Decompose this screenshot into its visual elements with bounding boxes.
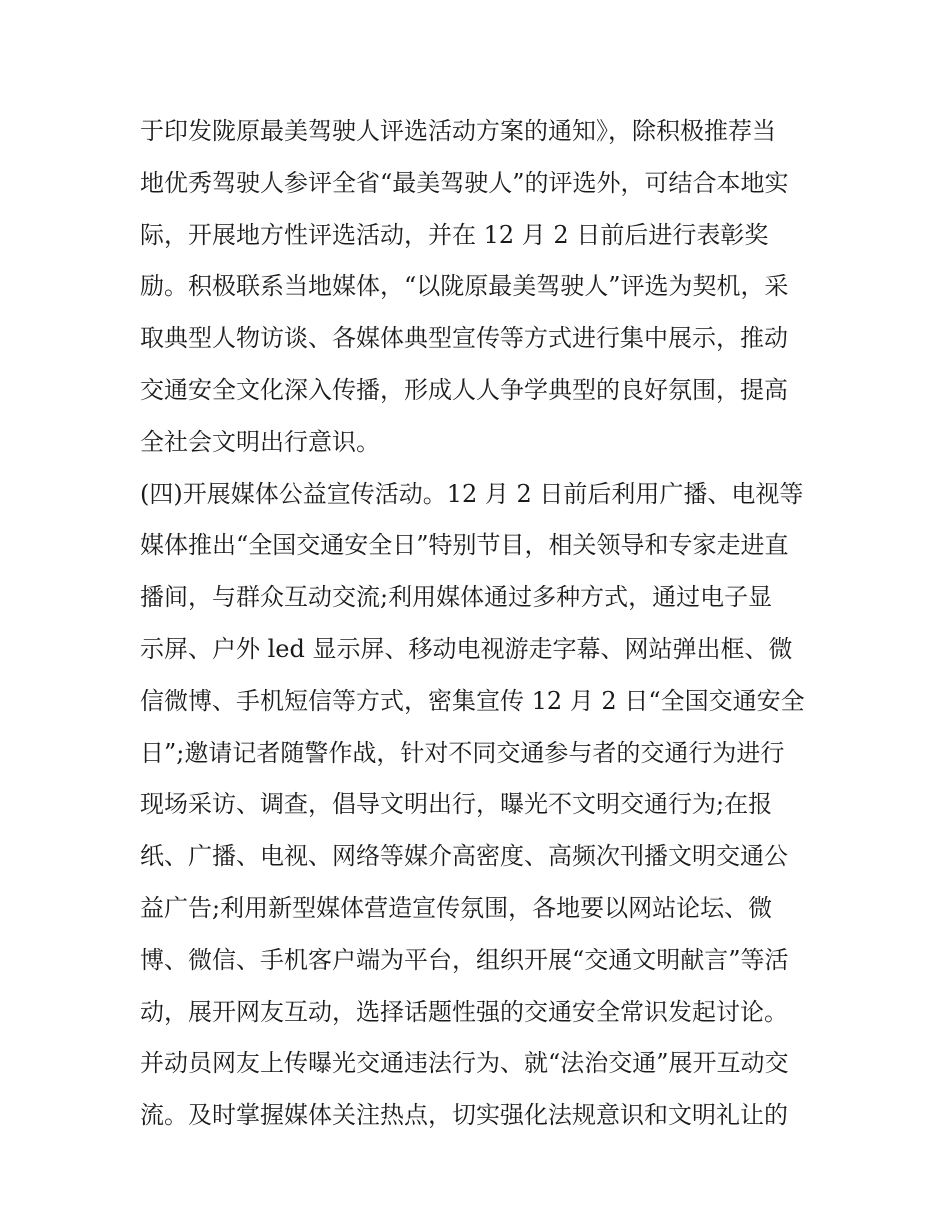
text-line: 益广告;利用新型媒体营造宣传氛围，各地要以网站论坛、微 — [140, 893, 773, 922]
text-line: 于印发陇原最美驾驶人评选活动方案的通知》，除积极推荐当 — [140, 117, 776, 145]
text-line: 动，展开网友互动，选择话题性强的交通安全常识发起讨论。 — [140, 997, 788, 1026]
text-line: 示屏、户外 led 显示屏、移动电视游走字幕、网站弹出框、微 — [140, 634, 793, 663]
text-line: 地优秀驾驶人参评全省“最美驾驶人”的评选外，可结合本地实 — [140, 168, 789, 197]
text-line: 励。积极联系当地媒体，“以陇原最美驾驶人”评选为契机，采 — [140, 272, 789, 301]
text-line: 纸、广播、电视、网络等媒介高密度、高频次刊播文明交通公 — [140, 842, 788, 871]
text-line: 取典型人物访谈、各媒体典型宣传等方式进行集中展示，推动 — [140, 324, 788, 353]
body-text — [140, 106, 830, 1142]
text-line: 际，开展地方性评选活动，并在 12 月 2 日前后进行表彰奖 — [140, 220, 769, 249]
text-line: 流。及时掌握媒体关注热点，切实强化法规意识和文明礼让的 — [140, 1101, 788, 1130]
text-line: 现场采访、调查，倡导文明出行，曝光不文明交通行为;在报 — [140, 790, 773, 819]
text-line: 日”;邀请记者随警作战，针对不同交通参与者的交通行为进行 — [140, 738, 785, 767]
text-line: 媒体推出“全国交通安全日”特别节目，相关领导和专家走进直 — [140, 531, 789, 560]
text-line: (四)开展媒体公益宣传活动。12 月 2 日前后利用广播、电视等 — [140, 479, 804, 508]
text-line: 并动员网友上传曝光交通违法行为、就“法治交通”展开互动交 — [140, 1049, 789, 1078]
text-line: 信微博、手机短信等方式，密集宣传 12 月 2 日“全国交通安全 — [140, 686, 805, 715]
text-line: 交通安全文化深入传播，形成人人争学典型的良好氛围，提高 — [140, 375, 788, 404]
text-line: 博、微信、手机客户端为平台，组织开展“交通文明献言”等活 — [140, 945, 789, 974]
text-line: 播间，与群众互动交流;利用媒体通过多种方式，通过电子显 — [140, 583, 773, 612]
text-line: 全社会文明出行意识。 — [140, 427, 380, 456]
